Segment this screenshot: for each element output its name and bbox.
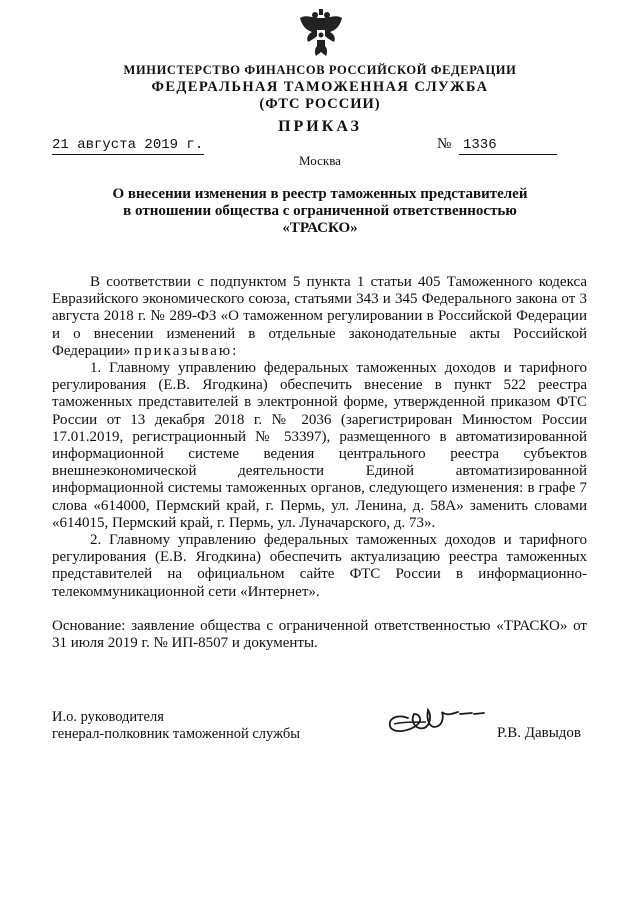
signatory-position <box>52 709 300 743</box>
item-1-paragraph: 1. Главному управлению федеральных таможенных доходов и тарифного регулирования (Е.В. Ягодкина) обеспечить внесение в пункт 522 реестра таможенных представителей в электронной форме, утвержденной приказом ФТС России от 13 декабря 2018 г. № 2036 (зарегистрирован Минюстом России 17.01.2019, регистрационный № 53397), размещенного в автоматизированной информационной системе ведения центрального реестра субъектов внешнеэкономической деятельности Единой автоматизированной информационной системы таможенных органов, следующего изменения: в графе 7 слова «614000, Пермский край, г. Пермь, ул. Ленина, д. 58А» заменить словами «614015, Пермский край, г. Пермь, ул. Луначарского, д. 73». <box>52 360 587 531</box>
title-line: в отношении общества с ограниченной ответственностью <box>123 203 517 219</box>
order-date: 21 августа 2019 г. <box>52 137 204 153</box>
number-sign: № <box>437 136 452 152</box>
item-2-paragraph: 2. Главному управлению федеральных таможенных доходов и тарифного регулирования (Е.В. Ягодкина) обеспечить актуализацию реестра таможенных представителей на официальном сайте ФТС России в информационно-телекоммуникационной сети «Интернет». <box>52 532 587 600</box>
city: Москва <box>299 153 341 168</box>
order-word: приказываю: <box>134 342 239 359</box>
service-abbreviation: (ФТС РОССИИ) <box>259 96 381 112</box>
document-type: ПРИКАЗ <box>278 118 362 135</box>
basis-paragraph: Основание: заявление общества с ограниченной ответственностью «ТРАСКО» от 31 июля 2019 г. № ИП-8507 и документы. <box>52 617 587 652</box>
signatory-name: Р.В. Давыдов <box>497 725 581 741</box>
service-name: ФЕДЕРАЛЬНАЯ ТАМОЖЕННАЯ СЛУЖБА <box>151 79 489 95</box>
preamble-text: В соответствии с подпунктом 5 пункта 1 статьи 405 Таможенного кодекса Евразийского экономического союза, статьями 343 и 345 Федерального закона от 3 августа 2018 г. № 289-ФЗ «О таможенном регулировании в Российской Федерации и о внесении изменений в отдельные законодательные акты Российской Федерации» <box>52 274 587 359</box>
order-title <box>60 186 580 237</box>
title-line: «ТРАСКО» <box>282 220 358 236</box>
order-number: 1336 <box>459 137 557 155</box>
preamble-paragraph <box>52 274 587 360</box>
position-line: И.о. руководителя <box>52 709 164 725</box>
ministry-name: МИНИСТЕРСТВО ФИНАНСОВ РОССИЙСКОЙ ФЕДЕРАЦИИ <box>123 63 517 77</box>
position-line: генерал-полковник таможенной службы <box>52 726 301 742</box>
title-line: О внесении изменения в реестр таможенных представителей <box>112 186 528 202</box>
handwritten-signature-icon <box>380 700 490 740</box>
order-body <box>52 274 587 652</box>
coat-of-arms-icon <box>298 8 344 58</box>
